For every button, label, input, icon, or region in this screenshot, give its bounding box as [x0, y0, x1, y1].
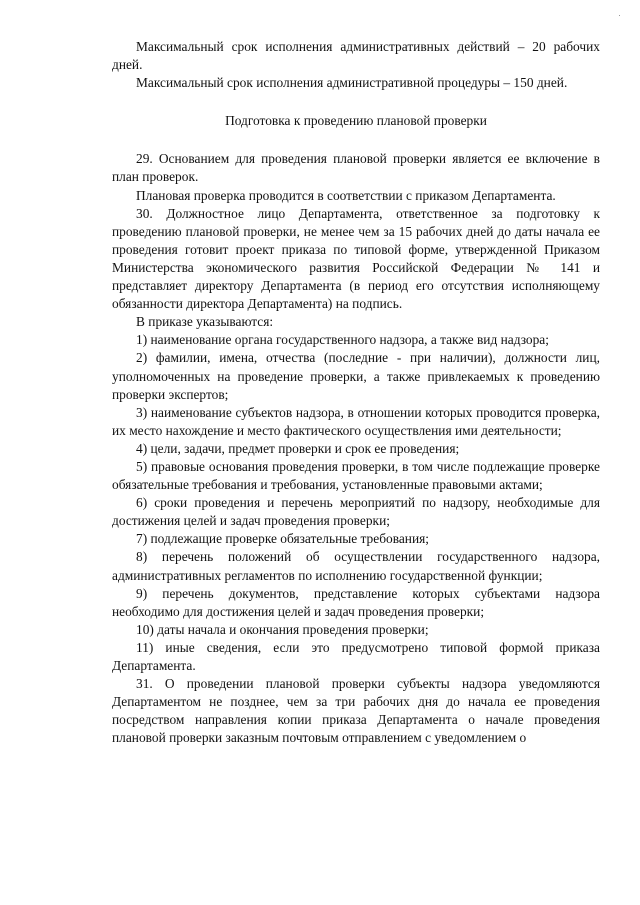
- document-page: [112, 38, 600, 747]
- list-item: 6) сроки проведения и перечень мероприятий по надзору, необходимые для достижения целей и задач проведения проверки;: [112, 495, 600, 529]
- list-item: 10) даты начала и окончания проведения проверки;: [136, 621, 429, 637]
- list-item: 5) правовые основания проведения проверки, в том числе подлежащие проверке обязательные требования и требования, установленные правовыми актами;: [112, 458, 600, 493]
- paragraph: Максимальный срок исполнения административной процедуры – 150 дней.: [136, 75, 568, 91]
- scan-speck: [619, 15, 620, 16]
- paragraph: Плановая проверка проводится в соответствии с приказом Департамента.: [136, 187, 556, 203]
- list-item: 3) наименование субъектов надзора, в отношении которых проводится проверка, их место нахождение и место фактического осуществления ими деятельности;: [112, 404, 600, 438]
- paragraph: Максимальный срок исполнения административных действий – 20 рабочих дней.: [112, 39, 600, 73]
- list-item: 8) перечень положений об осуществлении государственного надзора, административных регламентов по исполнению государственной функции;: [112, 549, 600, 583]
- paragraph: 30. Должностное лицо Департамента, ответственное за подготовку к проведению плановой проверки, не менее чем за 15 рабочих дней до даты начала ее проведения готовит проект приказа по типовой форме, утвержденной Приказом Министерства экономического развития Российской Федерации № 141 и представляет директору Департамента (в период его отсутствия исполняющему обязанности директора Департамента) на подпись.: [112, 205, 600, 312]
- list-item: 11) иные сведения, если это предусмотрено типовой формой приказа Департамента.: [112, 639, 600, 673]
- list-item: 7) подлежащие проверке обязательные требования;: [136, 531, 430, 547]
- list-item: 9) перечень документов, представление которых субъектами надзора необходимо для достижения целей и задач проведения проверки;: [112, 585, 600, 619]
- paragraph: 29. Основанием для проведения плановой проверки является ее включение в план проверок.: [112, 151, 600, 185]
- section-heading: Подготовка к проведению плановой проверки: [225, 113, 487, 129]
- list-item: 4) цели, задачи, предмет проверки и срок ее проведения;: [136, 440, 460, 456]
- list-item: 1) наименование органа государственного надзора, а также вид надзора;: [136, 332, 549, 348]
- list-item: 2) фамилии, имена, отчества (последние - при наличии), должности лиц, уполномоченных на проведение проверки, а также привлекаемых к проведению проверки экспертов;: [112, 350, 600, 402]
- paragraph: В приказе указываются:: [136, 314, 274, 330]
- paragraph: 31. О проведении плановой проверки субъекты надзора уведомляются Департаментом не позднее, чем за три рабочих дня до начала ее проведения посредством направления копии приказа Департамента о начале проведения плановой проверки заказным почтовым отправлением с уведомлением о: [112, 676, 600, 746]
